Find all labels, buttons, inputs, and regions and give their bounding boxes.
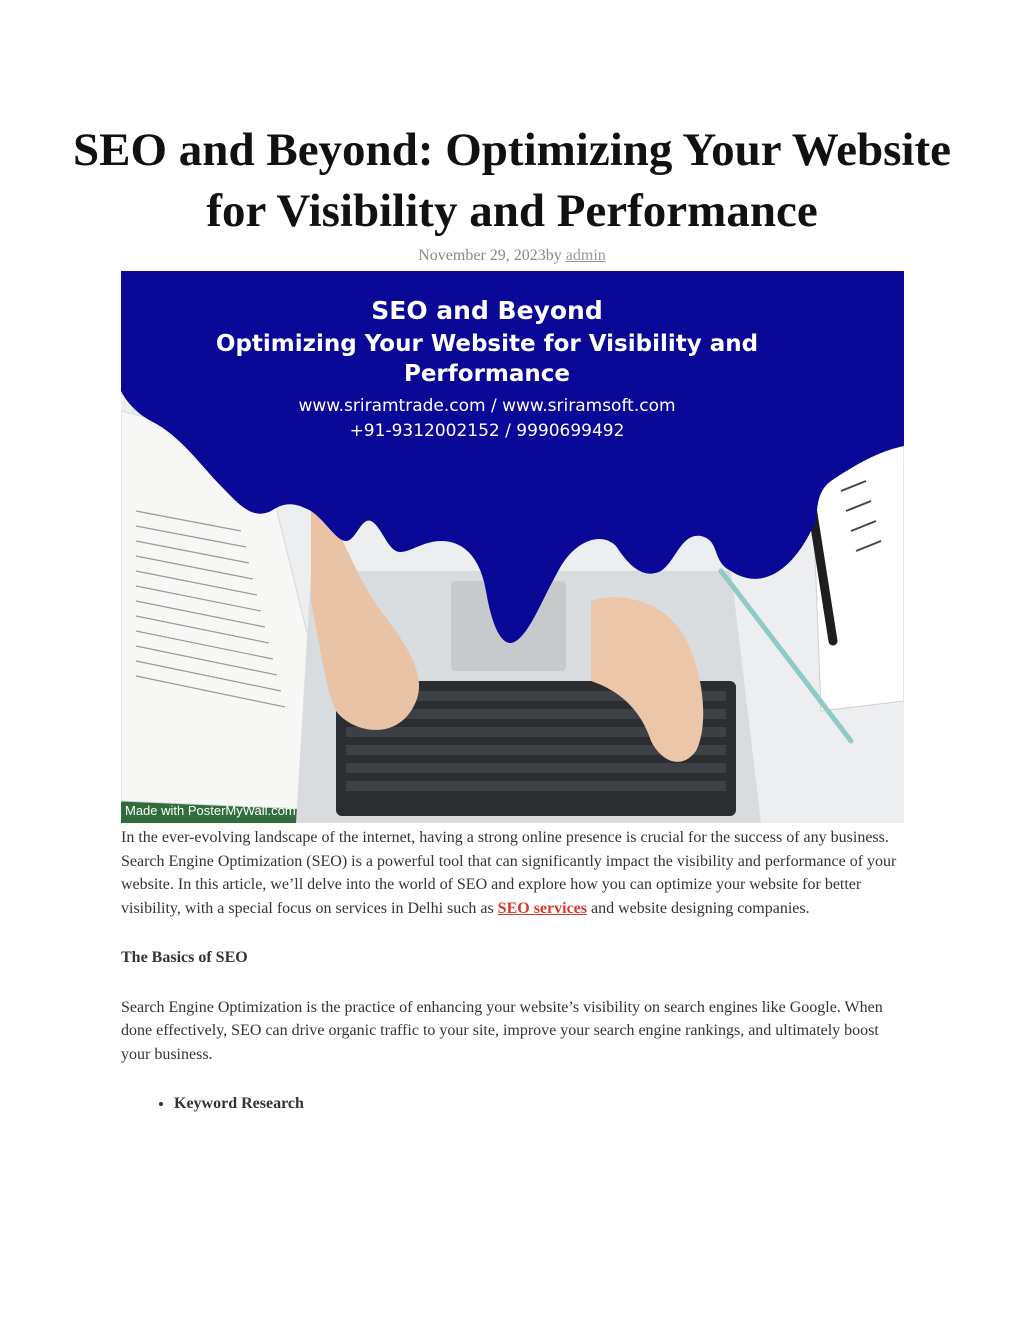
banner-title: SEO and Beyond [371,296,603,325]
intro-paragraph [121,826,904,920]
banner-subtitle-2: Performance [403,361,571,387]
post-meta [0,247,1024,265]
featured-image [121,271,904,823]
seo-services-link[interactable]: SEO services [497,899,587,917]
banner-subtitle: Optimizing Your Website for Visibility and [215,331,759,357]
list-item: • Keyword Research [174,1092,904,1116]
author-link[interactable]: admin [565,247,606,264]
by-label: by [545,247,566,264]
banner-websites: www.sriramtrade.com / www.sriramsoft.com [298,396,676,416]
basics-paragraph: Search Engine Optimization is the practice of enhancing your website’s visibility on search engines like Google. When done effectively, SEO can drive organic traffic to your site, improve your search engine rankings, and ultimately boost your business. [121,998,883,1063]
featured-image-art [121,271,904,823]
article-title: SEO and Beyond: Optimizing Your Website for Visibility and Performance [73,124,951,237]
intro-text-end: and website designing companies. [587,899,810,917]
poster-watermark: Made with PosterMyWall.com [125,803,296,818]
post-date: November 29, 2023 [418,247,546,264]
article-body [121,826,904,1116]
banner-phones: +91-9312002152 / 9990699492 [349,421,625,441]
section-heading-basics: The Basics of SEO [121,949,248,966]
intro-text: In the ever-evolving landscape of the internet, having a strong online presence is crucial for the success of any business. Search Engine Optimization (SEO) is a powerful tool that can significantly impact the visibility and performance of your website. In this article, we’ll delve into the world of SEO and explore how you can optimize your website for better visibility, with a special focus on services in Delhi such as [121,829,897,917]
bullet-list [121,1092,904,1116]
